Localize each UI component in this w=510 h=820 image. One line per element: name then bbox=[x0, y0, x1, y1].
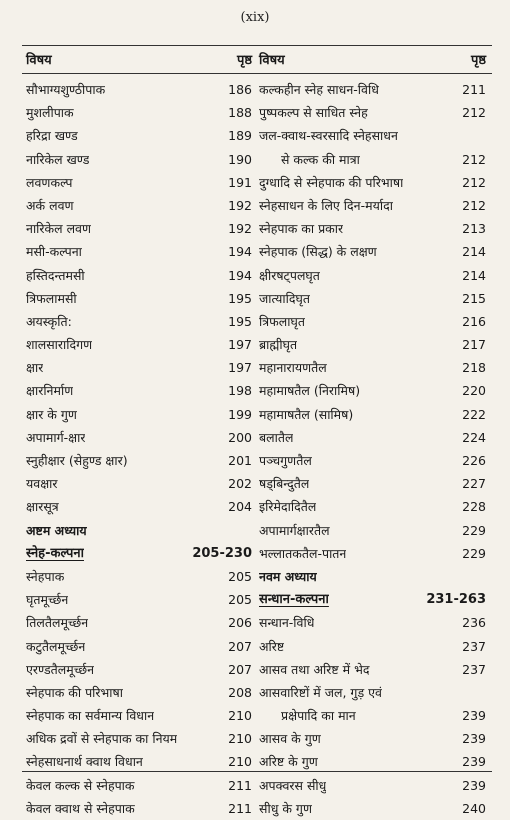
entry-title: आसव तथा अरिष्ट में भेद bbox=[259, 661, 370, 677]
entry-title: अपामार्गक्षारतैल bbox=[259, 522, 330, 538]
entry-page: 186 bbox=[228, 82, 252, 97]
index-entry bbox=[259, 171, 488, 194]
index-entry bbox=[26, 333, 256, 356]
entry-page: 202 bbox=[228, 476, 252, 492]
entry-title: भल्लातकतैल-पातन bbox=[259, 545, 347, 561]
entry-page: 195 bbox=[228, 313, 252, 329]
index-entry bbox=[259, 449, 488, 472]
entry-page: 194 bbox=[228, 244, 252, 260]
index-entry bbox=[26, 310, 256, 333]
entry-title: आसवारिष्टों में जल, गुड़ एवं bbox=[259, 684, 382, 700]
index-entry bbox=[26, 124, 256, 147]
entry-title: एरण्डतैलमूर्च्छन bbox=[26, 661, 95, 677]
entry-page: 214 bbox=[462, 244, 486, 260]
index-entry bbox=[259, 124, 488, 147]
entry-title: महानारायणतैल bbox=[259, 360, 327, 376]
entry-title: क्षार के गुण bbox=[26, 406, 77, 422]
index-entry bbox=[259, 542, 488, 565]
index-entry bbox=[26, 449, 256, 472]
index-entry bbox=[26, 287, 256, 310]
part-heading bbox=[259, 588, 488, 611]
index-entry bbox=[26, 635, 256, 658]
index-entry bbox=[26, 194, 256, 217]
entry-title: स्नेहपाक का सर्वमान्य विधान bbox=[26, 708, 155, 724]
index-entry bbox=[26, 78, 256, 101]
entry-title: मुशलीपाक bbox=[26, 105, 74, 121]
index-entry bbox=[259, 750, 488, 773]
index-entry bbox=[259, 240, 488, 263]
entry-title: स्नेहपाक की परिभाषा bbox=[26, 684, 124, 700]
entry-title: त्रिफलाघृत bbox=[259, 313, 306, 329]
index-entry bbox=[26, 750, 256, 773]
entry-page: 239 bbox=[462, 708, 486, 724]
index-entry bbox=[26, 379, 256, 402]
entry-title: महामाषतैल (सामिष) bbox=[259, 406, 354, 422]
entry-title: केवल कल्क से स्नेहपाक bbox=[26, 777, 135, 793]
entry-title: क्षारनिर्माण bbox=[26, 383, 74, 399]
entry-title: अपक्वरस सीधु bbox=[259, 777, 327, 793]
entry-title: महामाषतैल (निरामिष) bbox=[259, 383, 361, 399]
entry-title: अधिक द्रवों से स्नेहपाक का नियम bbox=[26, 731, 178, 747]
entry-title: त्रिफलामसी bbox=[26, 290, 77, 306]
entry-title: दुग्धादि से स्नेहपाक की परिभाषा bbox=[259, 174, 404, 190]
entry-page: 239 bbox=[462, 777, 486, 793]
part-heading bbox=[26, 542, 256, 565]
entry-title: यवक्षार bbox=[26, 476, 58, 492]
entry-page: 205-230 bbox=[192, 545, 252, 561]
index-entry bbox=[26, 797, 256, 820]
entry-title: सौभाग्यशुण्ठीपाक bbox=[26, 82, 106, 97]
entry-page: 190 bbox=[228, 151, 252, 167]
entry-title: अरिष्ट के गुण bbox=[259, 754, 318, 770]
entry-title: क्षीरषट्पलघृत bbox=[259, 267, 320, 283]
entry-page: 231-263 bbox=[426, 592, 486, 608]
entry-page: 240 bbox=[462, 800, 486, 816]
index-entry bbox=[259, 403, 488, 426]
entry-title: क्षारसूत्र bbox=[26, 499, 59, 515]
entry-page: 237 bbox=[462, 661, 486, 677]
entry-title: तिलतैलमूर्च्छन bbox=[26, 615, 89, 631]
entry-page: 200 bbox=[228, 429, 252, 445]
column-header-page: पृष्ठ bbox=[470, 53, 486, 68]
entry-page: 211 bbox=[462, 82, 486, 97]
index-entry bbox=[26, 356, 256, 379]
index-entry bbox=[259, 356, 488, 379]
entry-page: 229 bbox=[462, 545, 486, 561]
entry-page: 204 bbox=[228, 499, 252, 515]
page-number: (xix) bbox=[240, 10, 270, 25]
entry-title: अरिष्ट bbox=[259, 638, 285, 654]
entry-page: 239 bbox=[462, 754, 486, 770]
entry-title: ब्राह्मीघृत bbox=[259, 337, 298, 353]
entry-title: अयस्कृति: bbox=[26, 313, 72, 329]
index-column-left bbox=[26, 50, 256, 820]
entry-page: 207 bbox=[228, 661, 252, 677]
entry-page: 224 bbox=[462, 429, 486, 445]
entry-page: 227 bbox=[462, 476, 486, 492]
entry-title: शालसारादिगण bbox=[26, 337, 93, 353]
index-entry bbox=[259, 681, 488, 704]
entry-title: स्नेहपाक bbox=[26, 568, 65, 584]
entry-title: प्रक्षेपादि का मान bbox=[281, 708, 356, 724]
entry-page: 192 bbox=[228, 221, 252, 237]
entry-title: सन्धान-कल्पना bbox=[259, 592, 329, 608]
index-entry bbox=[259, 797, 488, 820]
entry-page: 205 bbox=[228, 568, 252, 584]
column-header-topic: विषय bbox=[26, 53, 52, 68]
entry-page: 205 bbox=[228, 592, 252, 608]
index-entry bbox=[26, 101, 256, 124]
entry-page: 229 bbox=[462, 522, 486, 538]
index-entry bbox=[259, 658, 488, 681]
index-entry bbox=[259, 611, 488, 634]
index-entry bbox=[26, 611, 256, 634]
entry-title: आसव के गुण bbox=[259, 731, 321, 747]
index-entry bbox=[259, 379, 488, 402]
entry-page: 222 bbox=[462, 406, 486, 422]
entry-page: 191 bbox=[228, 174, 252, 190]
index-entry bbox=[26, 681, 256, 704]
entry-page: 207 bbox=[228, 638, 252, 654]
index-entry bbox=[259, 310, 488, 333]
index-entry bbox=[259, 495, 488, 518]
entry-page: 206 bbox=[228, 615, 252, 631]
entry-page: 218 bbox=[462, 360, 486, 376]
entry-page: 210 bbox=[228, 754, 252, 770]
entry-title: स्नेह-कल्पना bbox=[26, 545, 85, 561]
entry-title: केवल क्वाथ से स्नेहपाक bbox=[26, 800, 135, 816]
entry-title: अष्टम अध्याय bbox=[26, 522, 87, 538]
entry-page: 201 bbox=[228, 453, 252, 468]
entry-title: स्नेहपाक का प्रकार bbox=[259, 221, 344, 237]
index-entry bbox=[259, 727, 488, 750]
entry-title: स्नुहीक्षार (सेहुण्ड क्षार) bbox=[26, 453, 128, 468]
index-entry bbox=[259, 774, 488, 797]
entry-page: 226 bbox=[462, 453, 486, 468]
entry-title: घृतमूर्च्छन bbox=[26, 592, 69, 608]
entry-title: जात्यादिघृत bbox=[259, 290, 311, 306]
index-entry bbox=[26, 240, 256, 263]
index-entry bbox=[259, 287, 488, 310]
entry-title: अपामार्ग-क्षार bbox=[26, 429, 86, 445]
index-entries bbox=[259, 78, 488, 820]
entry-title: षड्बिन्दुतैल bbox=[259, 476, 310, 492]
entry-title: स्नेहसाधनार्थ क्वाथ विधान bbox=[26, 754, 143, 770]
index-entry bbox=[26, 565, 256, 588]
entry-title: नारिकेल लवण bbox=[26, 221, 92, 237]
entry-page: 212 bbox=[462, 105, 486, 121]
chapter-heading bbox=[26, 519, 256, 542]
entry-page: 237 bbox=[462, 638, 486, 654]
entry-page: 208 bbox=[228, 684, 252, 700]
index-entry bbox=[26, 704, 256, 727]
index-entry bbox=[26, 426, 256, 449]
entry-page: 214 bbox=[462, 267, 486, 283]
entry-page: 216 bbox=[462, 313, 486, 329]
entry-title: से कल्क की मात्रा bbox=[281, 151, 360, 167]
index-entry bbox=[26, 774, 256, 797]
index-entries bbox=[26, 78, 256, 820]
entry-page: 197 bbox=[228, 337, 252, 353]
entry-page: 189 bbox=[228, 128, 252, 144]
entry-page: 210 bbox=[228, 731, 252, 747]
index-entry bbox=[259, 704, 488, 727]
entry-title: अर्क लवण bbox=[26, 197, 74, 213]
index-entry bbox=[26, 727, 256, 750]
entry-title: सन्धान-विधि bbox=[259, 615, 315, 631]
entry-title: लवणकल्प bbox=[26, 174, 73, 190]
index-entry bbox=[259, 194, 488, 217]
entry-page: 192 bbox=[228, 197, 252, 213]
index-entry bbox=[26, 658, 256, 681]
entry-page: 213 bbox=[462, 221, 486, 237]
entry-page: 188 bbox=[228, 105, 252, 121]
entry-title: सीधु के गुण bbox=[259, 800, 312, 816]
entry-title: स्नेहसाधन के लिए दिन-मर्यादा bbox=[259, 197, 393, 213]
column-header bbox=[259, 50, 488, 72]
column-header-topic: विषय bbox=[259, 53, 285, 68]
entry-page: 239 bbox=[462, 731, 486, 747]
entry-title: नवम अध्याय bbox=[259, 568, 317, 584]
column-header-page: पृष्ठ bbox=[236, 53, 252, 68]
entry-title: क्षार bbox=[26, 360, 44, 376]
index-entry bbox=[259, 472, 488, 495]
index-entry bbox=[259, 217, 488, 240]
index-entry bbox=[259, 519, 488, 542]
entry-title: मसी-कल्पना bbox=[26, 244, 82, 260]
entry-title: इरिमेदादितैल bbox=[259, 499, 317, 515]
entry-page: 211 bbox=[228, 777, 252, 793]
entry-page: 198 bbox=[228, 383, 252, 399]
entry-page: 228 bbox=[462, 499, 486, 515]
entry-page: 236 bbox=[462, 615, 486, 631]
entry-title: नारिकेल खण्ड bbox=[26, 151, 90, 167]
entry-page: 220 bbox=[462, 383, 486, 399]
entry-title: कटुतैलमूर्च्छन bbox=[26, 638, 86, 654]
index-entry bbox=[259, 78, 488, 101]
entry-title: बलातैल bbox=[259, 429, 294, 445]
entry-page: 212 bbox=[462, 174, 486, 190]
index-column-right bbox=[259, 50, 488, 820]
entry-page: 210 bbox=[228, 708, 252, 724]
entry-title: हरिद्रा खण्ड bbox=[26, 128, 78, 144]
index-entry bbox=[259, 264, 488, 287]
entry-page: 212 bbox=[462, 197, 486, 213]
index-entry bbox=[259, 148, 488, 171]
entry-title: कल्कहीन स्नेह साधन-विधि bbox=[259, 82, 379, 97]
entry-page: 212 bbox=[462, 151, 486, 167]
entry-page: 194 bbox=[228, 267, 252, 283]
chapter-heading bbox=[259, 565, 488, 588]
entry-page: 195 bbox=[228, 290, 252, 306]
index-entry bbox=[26, 148, 256, 171]
entry-title: पञ्चगुणतैल bbox=[259, 453, 312, 468]
index-entry bbox=[259, 101, 488, 124]
entry-page: 215 bbox=[462, 290, 486, 306]
index-entry bbox=[26, 264, 256, 287]
index-entry bbox=[26, 495, 256, 518]
column-header bbox=[26, 50, 256, 72]
index-entry bbox=[259, 333, 488, 356]
entry-title: हस्तिदन्तमसी bbox=[26, 267, 85, 283]
index-entry bbox=[259, 426, 488, 449]
entry-page: 211 bbox=[228, 800, 252, 816]
entry-page: 197 bbox=[228, 360, 252, 376]
index-entry bbox=[26, 588, 256, 611]
entry-page: 217 bbox=[462, 337, 486, 353]
index-entry bbox=[259, 635, 488, 658]
entry-page: 199 bbox=[228, 406, 252, 422]
entry-title: पुष्पकल्प से साधित स्नेह bbox=[259, 105, 368, 121]
entry-title: जल-क्वाथ-स्वरसादि स्नेहसाधन bbox=[259, 128, 398, 144]
index-entry bbox=[26, 171, 256, 194]
top-rule bbox=[22, 45, 492, 46]
index-entry bbox=[26, 403, 256, 426]
entry-title: स्नेहपाक (सिद्ध) के लक्षण bbox=[259, 244, 377, 260]
index-entry bbox=[26, 472, 256, 495]
index-entry bbox=[26, 217, 256, 240]
